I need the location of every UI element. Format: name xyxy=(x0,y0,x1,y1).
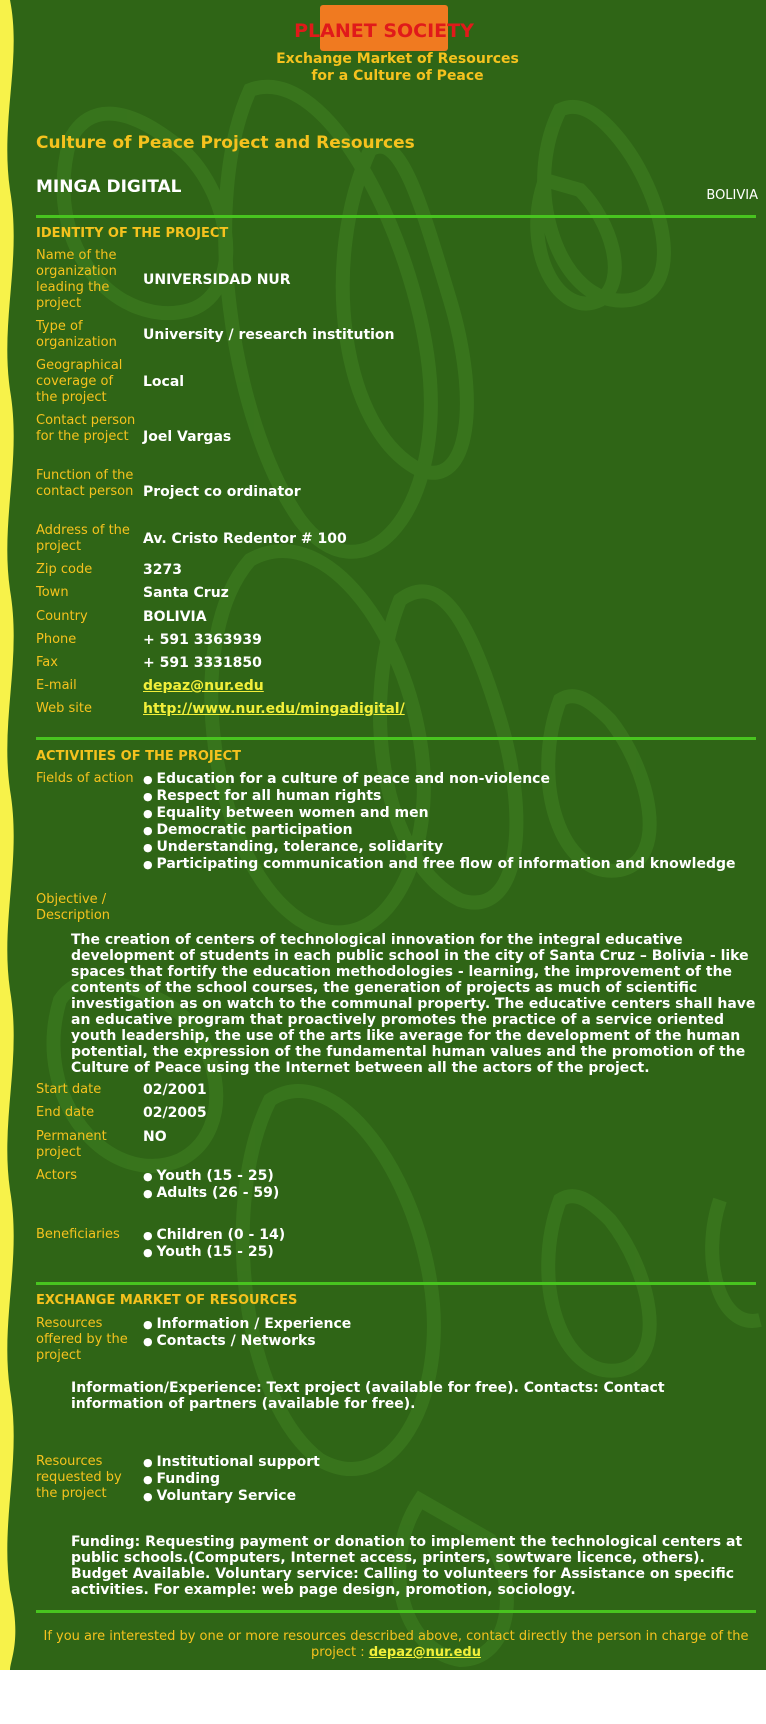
type-value: University / research institution xyxy=(143,327,395,343)
divider xyxy=(36,1282,756,1285)
start-value: 02/2001 xyxy=(143,1082,207,1098)
list-item: ● Equality between women and men xyxy=(143,805,736,822)
project-name: MINGA DIGITAL xyxy=(36,177,182,197)
website-link[interactable]: http://www.nur.edu/mingadigital/ xyxy=(143,701,405,717)
list-item: ● Respect for all human rights xyxy=(143,788,736,805)
list-item: ● Understanding, tolerance, solidarity xyxy=(143,839,736,856)
town-label: Town xyxy=(36,585,69,600)
web-label: Web site xyxy=(36,701,92,716)
activities-heading: ACTIVITIES OF THE PROJECT xyxy=(36,749,242,764)
email-label: E-mail xyxy=(36,678,77,693)
list-item: ● Information / Experience xyxy=(143,1316,351,1333)
footer-text: If you are interested by one or more resources described above, contact directly the person in charge of the project : xyxy=(43,1629,749,1660)
logo-text: PLANET SOCIETY xyxy=(294,20,474,42)
phone-label: Phone xyxy=(36,632,77,647)
fax-value: + 591 3331850 xyxy=(143,655,262,671)
list-item: ● Institutional support xyxy=(143,1454,320,1471)
page-title: Culture of Peace Project and Resources xyxy=(36,133,415,153)
identity-heading: IDENTITY OF THE PROJECT xyxy=(36,226,229,241)
permanent-value: NO xyxy=(143,1129,167,1145)
requested-list xyxy=(143,1454,320,1505)
list-item: ● Voluntary Service xyxy=(143,1488,320,1505)
exchange-heading: EXCHANGE MARKET OF RESOURCES xyxy=(36,1293,298,1308)
org-label: Name of the organization leading the project xyxy=(36,248,117,311)
offered-text: Information/Experience: Text project (available for free). Contacts: Contact information of partners (available for free). xyxy=(71,1380,665,1412)
town-value: Santa Cruz xyxy=(143,585,229,601)
actors-label: Actors xyxy=(36,1168,77,1183)
address-value: Av. Cristo Redentor # 100 xyxy=(143,531,347,547)
end-label: End date xyxy=(36,1105,95,1120)
country-label: Country xyxy=(36,609,88,624)
contact-label: Contact person for the project xyxy=(36,413,136,444)
divider xyxy=(36,1610,756,1613)
web-value xyxy=(143,701,405,717)
fax-label: Fax xyxy=(36,655,58,670)
email-link[interactable]: depaz@nur.edu xyxy=(143,678,264,694)
list-item: ● Youth (15 - 25) xyxy=(143,1244,285,1261)
list-item: ● Funding xyxy=(143,1471,320,1488)
objective-text: The creation of centers of technological innovation for the integral educative development of students in each public school in the city of Santa Cruz – Bolivia - like spaces that fortify the education methodologies - learning, the improvement of the contents of the school courses, the generation of projects as much of scientific investigation as on watch to the communal property. The educative centers shall have an educative program that proactively promotes the practice of a service oriented youth leadership, the use of the arts like average for the development of the human potential, the expression of the fundamental human values and the promotion of the Culture of Peace using the Internet between all the actors of the project. xyxy=(71,932,756,1076)
contact-value: Joel Vargas xyxy=(143,429,232,445)
project-country: BOLIVIA xyxy=(706,188,758,203)
beneficiaries-label: Beneficiaries xyxy=(36,1227,120,1242)
type-label: Type of organization xyxy=(36,319,117,350)
list-item: ● Adults (26 - 59) xyxy=(143,1185,279,1202)
footer-email-link[interactable]: depaz@nur.edu xyxy=(368,1645,481,1660)
email-value xyxy=(143,678,264,694)
end-value: 02/2005 xyxy=(143,1105,207,1121)
list-item: ● Children (0 - 14) xyxy=(143,1227,285,1244)
list-item: ● Contacts / Networks xyxy=(143,1333,351,1350)
requested-text: Funding: Requesting payment or donation to implement the technological centers at public schools.(Computers, Internet access, printers, sowtware licence, others). Budget Available. Voluntary service: Calling to volunteers for Assistance on specific activities. For example: web page design, promotion, sociology. xyxy=(71,1534,743,1598)
zip-value: 3273 xyxy=(143,562,182,578)
divider xyxy=(36,215,756,218)
country-value: BOLIVIA xyxy=(143,609,207,625)
org-value: UNIVERSIDAD NUR xyxy=(143,272,291,288)
planet-society-logo[interactable] xyxy=(294,5,474,51)
function-value: Project co ordinator xyxy=(143,484,301,500)
tagline-line-1: Exchange Market of Resources xyxy=(276,51,519,67)
function-label: Function of the contact person xyxy=(36,468,134,499)
footer-contact xyxy=(36,1629,756,1661)
beneficiaries-list xyxy=(143,1227,285,1261)
start-label: Start date xyxy=(36,1082,102,1097)
list-item: ● Democratic participation xyxy=(143,822,736,839)
offered-label: Resources offered by the project xyxy=(36,1316,128,1363)
phone-value: + 591 3363939 xyxy=(143,632,262,648)
actors-list xyxy=(143,1168,279,1202)
address-label: Address of the project xyxy=(36,523,130,554)
requested-label: Resources requested by the project xyxy=(36,1454,122,1501)
divider xyxy=(36,737,756,740)
list-item: ● Education for a culture of peace and non-violence xyxy=(143,771,736,788)
coverage-value: Local xyxy=(143,374,185,390)
coverage-label: Geographical coverage of the project xyxy=(36,358,123,405)
permanent-label: Permanent project xyxy=(36,1129,107,1160)
fields-label: Fields of action xyxy=(36,771,134,786)
header-tagline xyxy=(225,51,570,85)
tagline-line-2: for a Culture of Peace xyxy=(311,68,484,84)
list-item: ● Participating communication and free flow of information and knowledge xyxy=(143,856,736,873)
offered-list xyxy=(143,1316,351,1350)
zip-label: Zip code xyxy=(36,562,93,577)
fields-list xyxy=(143,771,736,873)
list-item: ● Youth (15 - 25) xyxy=(143,1168,279,1185)
objective-label: Objective / Description xyxy=(36,892,111,923)
